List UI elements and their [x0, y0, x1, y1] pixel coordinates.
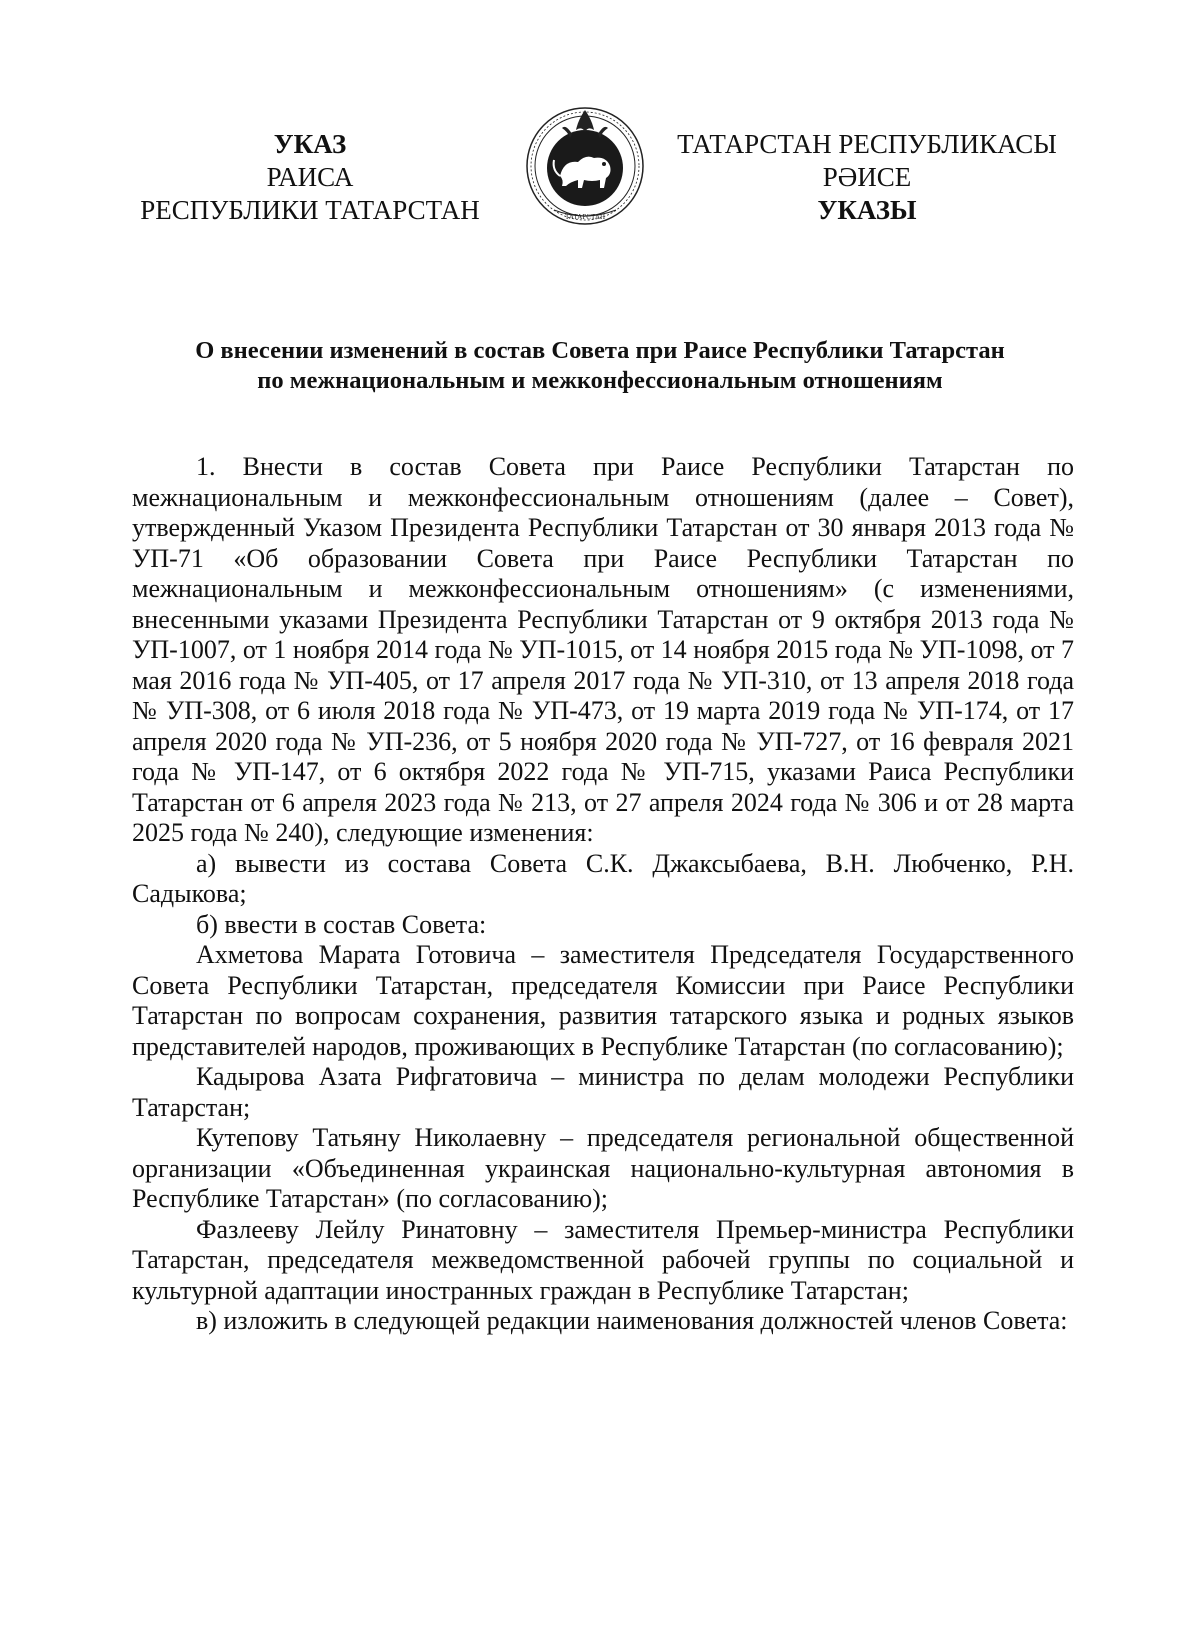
emblem-ring-text: ТАТАРСТАН	[564, 213, 606, 221]
paragraph-item-v: в) изложить в следующей редакции наименования должностей членов Совета:	[196, 1306, 1068, 1335]
header-right	[662, 128, 1072, 227]
member-akhmetov: Ахметова Марата Готовича – заместителя Председателя Государственного Совета Республики Татарстан, председателя Комиссии при Раисе Республики Татарстан по вопросам сохранения, развития татарского языка и родных языков представителей народов, проживающих в Республике Татарстан (по согласованию);	[132, 940, 1074, 1061]
member-fazleeva: Фазлееву Лейлу Ринатовну – заместителя Премьер-министра Республики Татарстан, председателя межведомственной рабочей группы по социальной и культурной адаптации иностранных граждан в Республике Татарстан;	[132, 1214, 1074, 1305]
issuer-label-tatar: РӘИСЕ	[822, 162, 912, 192]
document-body	[132, 452, 1074, 1337]
paragraph-1: 1. Внести в состав Совета при Раисе Республики Татарстан по межнациональным и межконфессиональным отношениям (далее – Совет), утвержденный Указом Президента Республики Татарстан от 30 января 2013 года № УП-71 «Об образовании Совета при Раисе Республики Татарстан по межнациональным и межконфессиональным отношениям» (с изменениями, внесенными указами Президента Республики Татарстан от 9 октября 2013 года № УП-1007, от 1 ноября 2014 года № УП-1015, от 14 ноября 2015 года № УП-1098, от 7 мая 2016 года № УП-405, от 17 апреля 2017 года № УП-310, от 13 апреля 2018 года № УП-308, от 6 июля 2018 года № УП-473, от 19 марта 2019 года № УП-174, от 17 апреля 2020 года № УП-236, от 5 ноября 2020 года № УП-727, от 16 февраля 2021 года № УП-147, от 6 октября 2022 года № УП-715, указами Раиса Республики Татарстан от 6 апреля 2023 года № 213, от 27 апреля 2024 года № 306 и от 28 марта 2025 года № 240), следующие изменения:	[132, 452, 1074, 847]
member-kutepova: Кутепову Татьяну Николаевну – председателя региональной общественной организации «Объединенная украинская национально-культурная автономия в Республике Татарстан» (по согласованию);	[132, 1123, 1074, 1213]
decree-label: УКАЗ	[273, 129, 347, 159]
title-line-2: по межнациональным и межконфессиональным отношениям	[257, 367, 943, 394]
member-kadyrov: Кадырова Азата Рифгатовича – министра по делам молодежи Республики Татарстан;	[132, 1062, 1074, 1122]
document-title	[100, 336, 1100, 396]
paragraph-item-a: а) вывести из состава Совета С.К. Джаксыбаева, В.Н. Любченко, Р.Н. Садыкова;	[132, 848, 1074, 908]
republic-label: РЕСПУБЛИКИ ТАТАРСТАН	[140, 195, 480, 225]
paragraph-item-b: б) ввести в состав Совета:	[196, 909, 487, 939]
issuer-label: РАИСА	[266, 162, 354, 192]
decree-label-tatar: УКАЗЫ	[817, 195, 917, 225]
title-line-1: О внесении изменений в состав Совета при Раисе Республики Татарстан	[195, 337, 1005, 364]
republic-label-tatar: ТАТАРСТАН РЕСПУБЛИКАСЫ	[677, 129, 1057, 159]
header-left	[130, 128, 490, 227]
tatarstan-emblem-icon	[520, 98, 650, 228]
